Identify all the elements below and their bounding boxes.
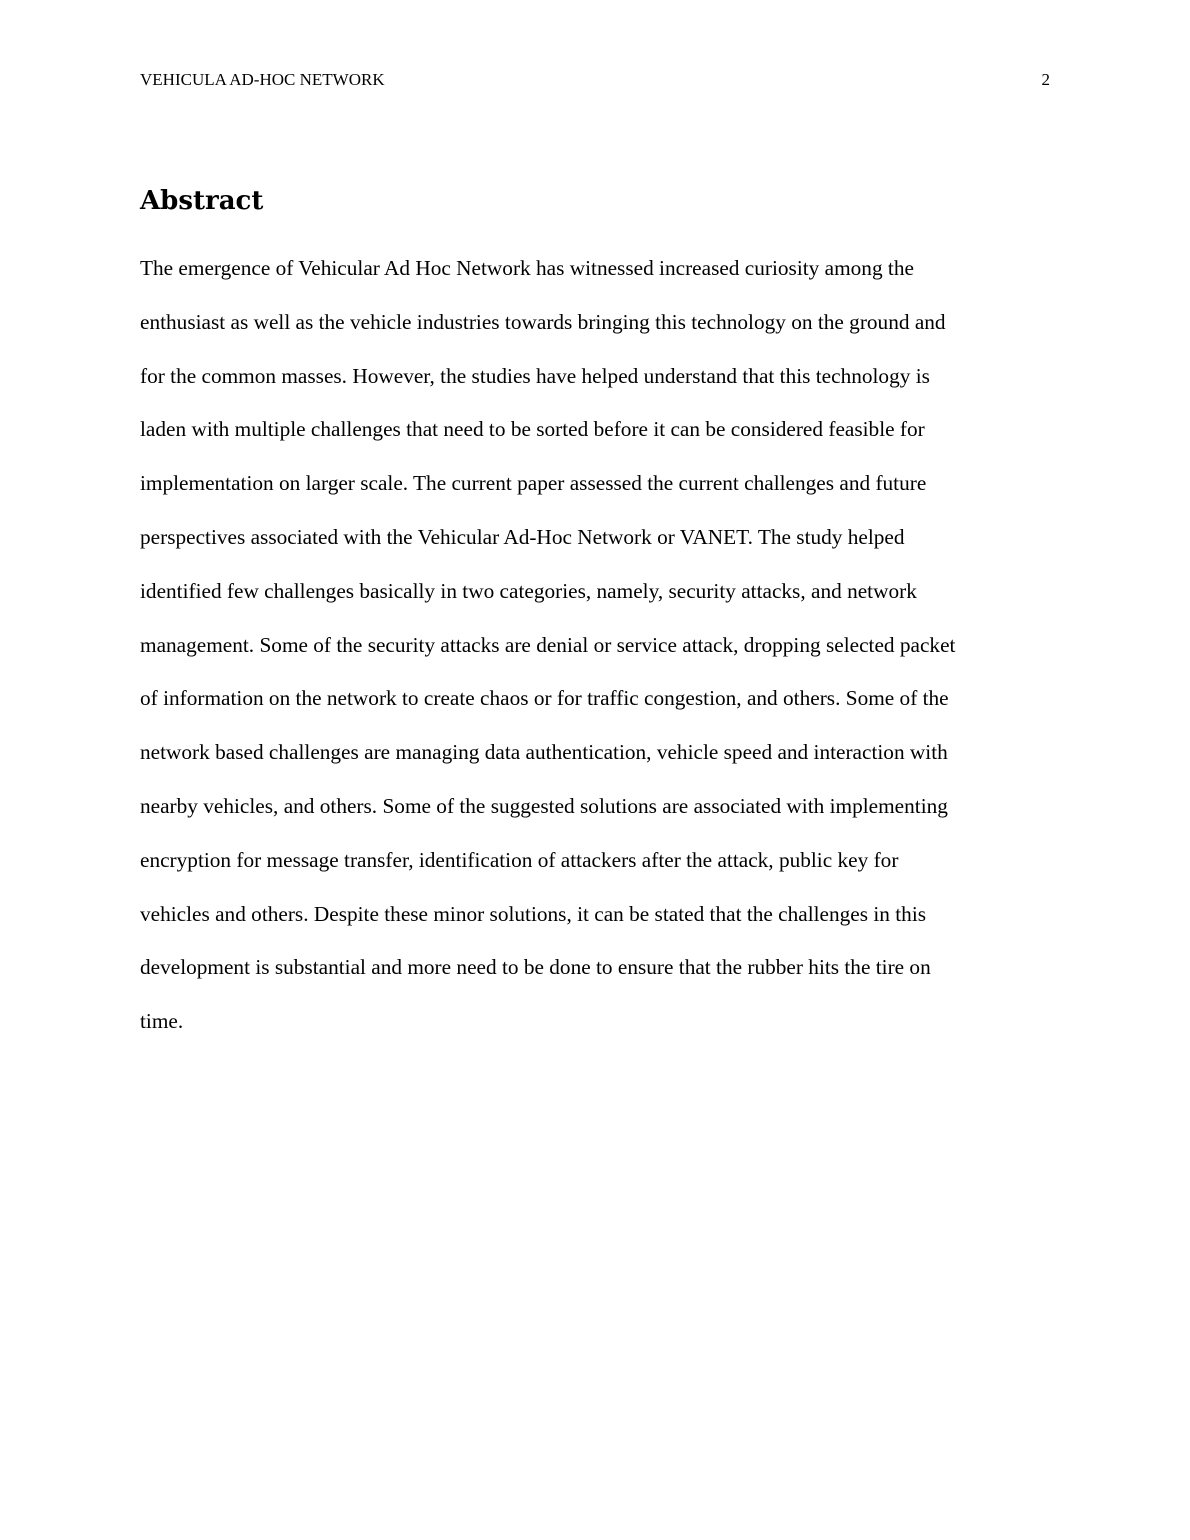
abstract-line: perspectives associated with the Vehicular Ad-Hoc Network or VANET. The study helped — [140, 524, 905, 549]
abstract-line: time. — [140, 1009, 184, 1034]
page-number: 2 — [1041, 70, 1050, 89]
abstract-line: encryption for message transfer, identification of attackers after the attack, public key for — [140, 847, 899, 872]
abstract-line: enthusiast as well as the vehicle industries towards bringing this technology on the ground and — [140, 309, 946, 334]
abstract-line: nearby vehicles, and others. Some of the suggested solutions are associated with implementing — [140, 793, 948, 818]
abstract-line: network based challenges are managing data authentication, vehicle speed and interaction with — [140, 740, 948, 765]
abstract-line: implementation on larger scale. The current paper assessed the current challenges and future — [140, 471, 927, 496]
abstract-line: The emergence of Vehicular Ad Hoc Network has witnessed increased curiosity among the — [140, 256, 914, 280]
abstract-heading: Abstract — [140, 186, 264, 216]
abstract-line: of information on the network to create chaos or for traffic congestion, and others. Some of the — [140, 686, 949, 711]
abstract-body — [140, 246, 1050, 1053]
abstract-line: laden with multiple challenges that need to be sorted before it can be considered feasible for — [140, 417, 925, 442]
running-head: VEHICULA AD-HOC NETWORK — [140, 70, 385, 89]
abstract-line: management. Some of the security attacks are denial or service attack, dropping selected packet — [140, 632, 956, 657]
abstract-line: vehicles and others. Despite these minor solutions, it can be stated that the challenges in this — [140, 901, 927, 926]
abstract-line: for the common masses. However, the studies have helped understand that this technology is — [140, 363, 930, 388]
abstract-line: development is substantial and more need to be done to ensure that the rubber hits the tire on — [140, 955, 931, 980]
abstract-line: identified few challenges basically in two categories, namely, security attacks, and network — [140, 578, 917, 603]
